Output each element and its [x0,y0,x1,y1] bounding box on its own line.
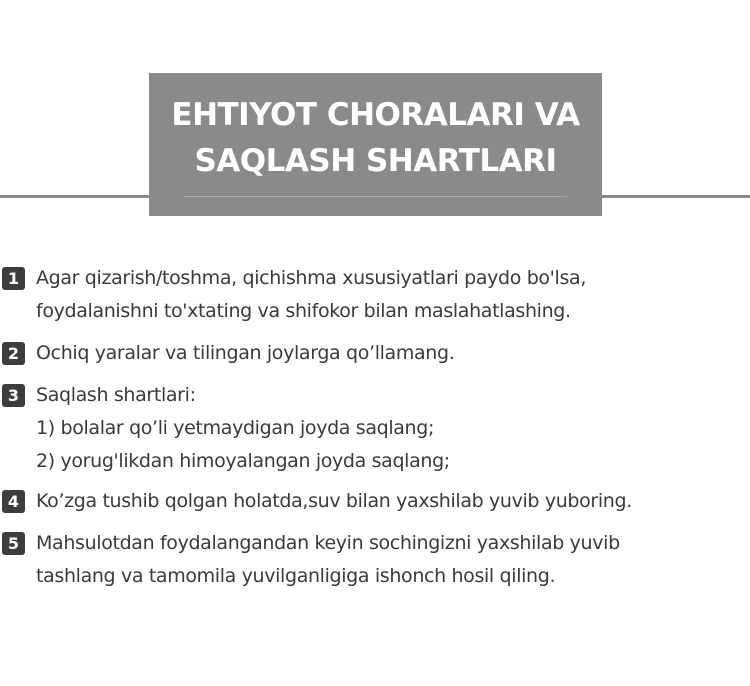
item-text-line: Agar qizarish/toshma, qichishma xususiyatlari paydo bo'lsa, [36,267,587,289]
item-text-line: Ko’zga tushib qolgan holatda,suv bilan yaxshilab yuvib yuboring. [36,490,632,512]
item-text-line: 2) yorug'likdan himoyalangan joyda saqlang; [36,450,450,472]
item-number-badge: 3 [2,384,25,407]
item-number-badge: 4 [2,490,25,513]
item-text-line: 1) bolalar qo’li yetmaydigan joyda saqlang; [36,417,435,439]
item-number-badge: 1 [2,267,25,290]
item-text-line: Ochiq yaralar va tilingan joylarga qo’llamang. [36,342,455,364]
item-number-badge: 5 [2,532,25,555]
title-underline [184,196,567,197]
title-banner [149,73,602,216]
page-title-line-2: SAQLASH SHARTLARI [194,143,557,179]
page-title-line-1: EHTIYOT CHORALARI VA [171,97,580,133]
item-number-badge: 2 [2,342,25,365]
item-text-line: Mahsulotdan foydalangandan keyin sochingizni yaxshilab yuvib [36,532,620,554]
item-text-line: tashlang va tamomila yuvilganligiga ishonch hosil qiling. [36,565,556,587]
item-text-line: foydalanishni to'xtating va shifokor bilan maslahatlashing. [36,300,571,322]
item-text-line: Saqlash shartlari: [36,384,196,406]
